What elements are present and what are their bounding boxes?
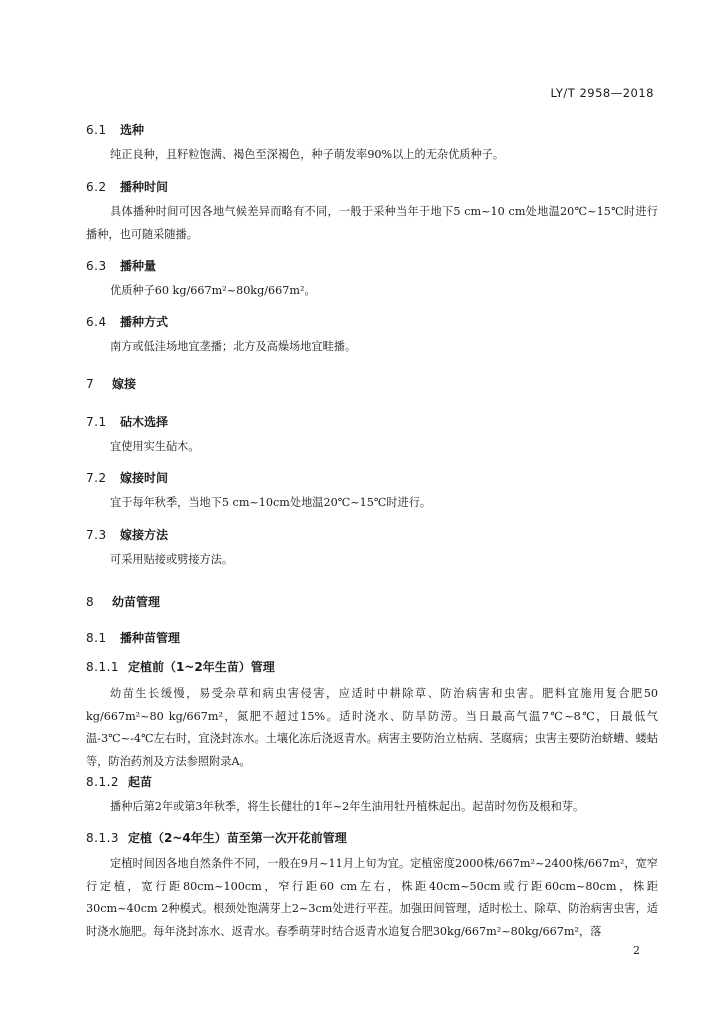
section-number: 6.2 — [86, 180, 107, 194]
section-8-1-heading — [86, 629, 180, 646]
section-number: 7.2 — [86, 471, 107, 485]
section-7-2-heading — [86, 469, 168, 486]
section-title: 播种时间 — [120, 180, 169, 194]
page-number: 2 — [633, 944, 640, 957]
section-7-1-heading — [86, 413, 168, 430]
section-6-3-text: 优质种子60 kg/667m²~80kg/667m²。 — [110, 284, 316, 297]
section-8-1-2-heading — [86, 773, 152, 790]
section-6-3-heading — [86, 257, 156, 274]
section-8-1-1-text: 幼苗生长缓慢，易受杂草和病虫害侵害，应适时中耕除草、防治病害和虫害。肥料宜施用复合肥50 kg/667m²~80 kg/667m²，氮肥不超过15%。适时浇水、防旱防涝。当日最高气温7℃~8℃，日最低气温-3℃~-4℃左右时，宜浇封冻水。土壤化冻后浇返青水。病害主要防治立枯病、茎腐病；虫害主要防治蛴螬、蝼蛄等，防治药剂及方法参照附录A。 — [86, 687, 658, 768]
section-number: 6.4 — [86, 315, 107, 329]
section-7-3-heading — [86, 526, 168, 543]
section-number: 8.1.1 — [86, 660, 120, 674]
section-number: 7.3 — [86, 528, 107, 542]
section-title: 嫁接方法 — [120, 528, 169, 542]
section-title: 播种方式 — [120, 315, 169, 329]
section-title: 嫁接 — [112, 377, 137, 391]
section-number: 8.1.2 — [86, 775, 120, 789]
section-title: 选种 — [120, 123, 145, 137]
section-8-heading — [86, 593, 160, 610]
section-title: 定植前（1~2年生苗）管理 — [128, 660, 275, 674]
section-7-3-text: 可采用贴接或劈接方法。 — [110, 553, 234, 566]
section-number: 8.1 — [86, 631, 107, 645]
section-7-2-text: 宜于每年秋季，当地下5 cm~10cm处地温20℃~15℃时进行。 — [110, 496, 432, 509]
section-number: 6.3 — [86, 259, 107, 273]
section-number: 7.1 — [86, 415, 107, 429]
section-8-1-3-text: 定植时间因各地自然条件不同，一般在9月~11月上旬为宜。定植密度2000株/667m²~2400株/667m²，宽窄行定植，宽行距80cm~100cm，窄行距60 cm左右，株距40cm~50cm或行距60cm~80cm，株距30cm~40cm 2种模式。根颈处饱满芽上2~3cm处进行平茬。加强田间管理，适时松土、除草、防治病害虫害，适时浇水施肥。每年浇封冻水、返青水。春季萌芽时结合返青水追复合肥30kg/667m²~80kg/667m²，落 — [86, 857, 658, 938]
section-number: 6.1 — [86, 123, 107, 137]
section-6-2-text: 具体播种时间可因各地气候差异而略有不同，一般于采种当年于地下5 cm~10 cm处地温20℃~15℃时进行播种，也可随采随播。 — [86, 205, 658, 241]
section-title: 播种量 — [120, 259, 157, 273]
section-6-2-heading — [86, 178, 168, 195]
section-title: 播种苗管理 — [120, 631, 181, 645]
section-title: 嫁接时间 — [120, 471, 169, 485]
section-title: 起苗 — [128, 775, 153, 789]
section-number: 8.1.3 — [86, 831, 120, 845]
section-number: 8 — [86, 595, 95, 609]
section-6-1-heading — [86, 121, 144, 138]
section-6-4-text: 南方或低洼场地宜垄播；北方及高燥场地宜畦播。 — [110, 340, 357, 353]
section-6-1-text: 纯正良种，且籽粒饱满、褐色至深褐色，种子萌发率90%以上的无杂优质种子。 — [110, 148, 505, 161]
section-7-heading — [86, 375, 136, 392]
section-6-4-heading — [86, 313, 168, 330]
section-8-1-2-text: 播种后第2年或第3年秋季，将生长健壮的1年~2年生油用牡丹植株起出。起苗时勿伤及根和芽。 — [110, 800, 585, 813]
section-number: 7 — [86, 377, 95, 391]
section-title: 定植（2~4年生）苗至第一次开花前管理 — [128, 831, 347, 845]
section-7-1-text: 宜使用实生砧木。 — [110, 440, 200, 453]
section-8-1-3-heading — [86, 829, 347, 846]
section-title: 砧木选择 — [120, 415, 169, 429]
section-8-1-1-heading — [86, 658, 275, 675]
document-code: LY/T 2958—2018 — [550, 86, 654, 100]
section-title: 幼苗管理 — [112, 595, 161, 609]
